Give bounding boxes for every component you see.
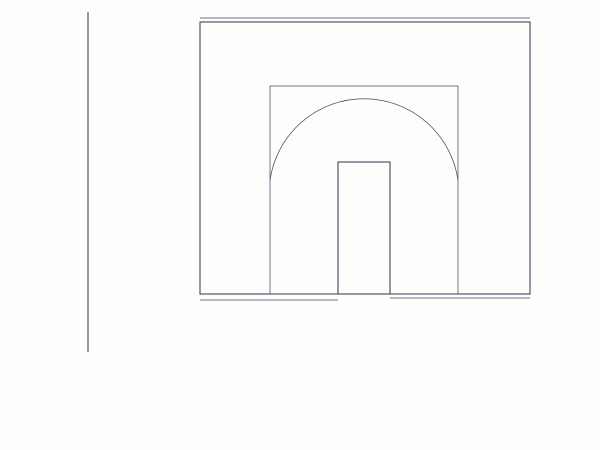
stair-plan (200, 18, 530, 300)
inner-core (270, 86, 458, 294)
walk-line-arc (270, 99, 458, 180)
stair-outline (200, 22, 530, 294)
central-landing (338, 162, 390, 294)
